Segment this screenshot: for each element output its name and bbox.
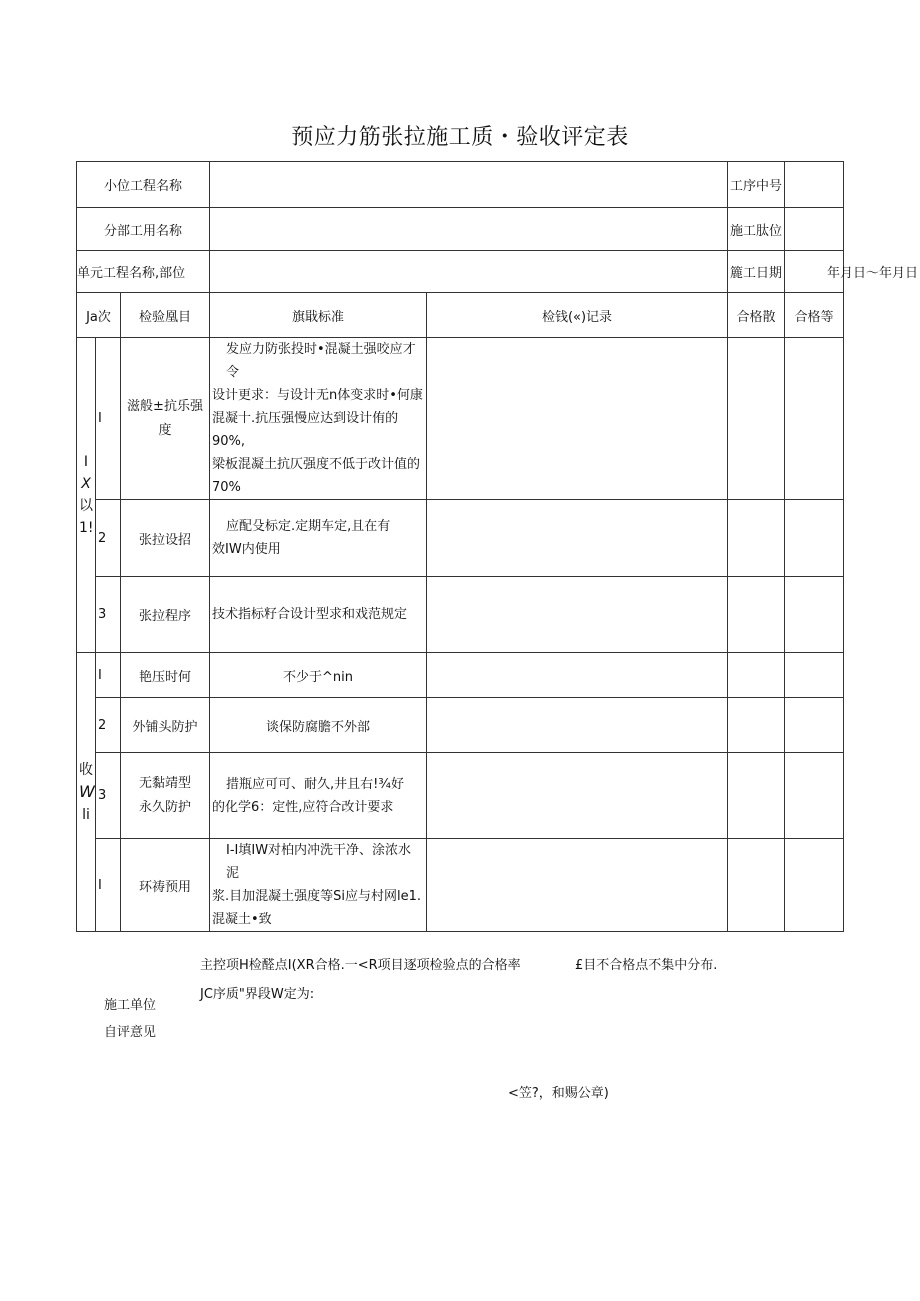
table-row: [77, 839, 844, 932]
item-name: 无黏靖型 永久防护: [121, 753, 210, 839]
qualified-count-cell[interactable]: [728, 698, 785, 753]
unit-name-part-field[interactable]: [210, 251, 728, 293]
self-assessment-label: 自评意见: [104, 1025, 157, 1040]
qualified-grade-cell[interactable]: [785, 500, 844, 577]
table-row: [77, 577, 844, 653]
general-group-label: 收 W li: [77, 653, 96, 932]
qualified-grade-cell[interactable]: [785, 653, 844, 698]
qualified-count-cell[interactable]: [728, 839, 785, 932]
col-record: 检钱(«)记录: [427, 293, 728, 338]
item-no: 2: [96, 698, 121, 753]
col-qualified-grade: 合格等: [785, 293, 844, 338]
process-no-field[interactable]: [785, 162, 844, 208]
item-standard: 应配殳标定.定期车定,且在有 效IW内使用: [210, 500, 427, 577]
unit-project-field[interactable]: [210, 162, 728, 208]
qualified-count-cell[interactable]: [728, 338, 785, 500]
construction-part-label: 施工肽位: [728, 208, 785, 251]
construction-part-field[interactable]: [785, 208, 844, 251]
process-no-label: 工序中号: [728, 162, 785, 208]
qualified-count-cell[interactable]: [728, 753, 785, 839]
record-cell[interactable]: [427, 577, 728, 653]
evaluation-table: [76, 161, 919, 932]
division-label: 分部工用名称: [77, 208, 210, 251]
qualified-grade-cell[interactable]: [785, 577, 844, 653]
form-title: 预应力筋张拉施工质・验收评定表: [291, 125, 629, 150]
main-control-group-label: I X 以 1!: [77, 338, 96, 653]
table-row: [77, 698, 844, 753]
item-standard: 措瓶应可可、耐久,井且右!¾好 的化学6：定性,应符合改计要求: [210, 753, 427, 839]
qualified-count-cell[interactable]: [728, 653, 785, 698]
table-row: [77, 338, 844, 500]
item-name: 滋般±抗乐强 度: [121, 338, 210, 500]
construction-date-value[interactable]: 年月日〜年月日: [785, 251, 844, 293]
item-standard: 技术指标籽合设计型求和戏范规定: [210, 577, 427, 653]
header-row-unit-project: [77, 162, 844, 208]
item-no: 2: [96, 500, 121, 577]
item-name: 张拉程序: [121, 577, 210, 653]
item-standard: 发应力防张投时•混凝土强咬应才令 设计更求：与设计无n体变求时•何康 混凝十.抗压强慢应达到设计侑的90%, 梁板混凝土抗仄强度不低于改计值的 70%: [210, 338, 427, 500]
unit-name-part-label: 单元工程名称,部位: [77, 251, 210, 293]
item-no: 3: [96, 753, 121, 839]
footer-process-grade: JC序质"界段W定为:: [200, 987, 315, 1002]
item-standard: 谈保防腐膽不外部: [210, 698, 427, 753]
item-name: 艳压时何: [121, 653, 210, 698]
record-cell[interactable]: [427, 698, 728, 753]
footer-criteria-text-2: £目不合格点不集中分布.: [575, 958, 718, 973]
unit-project-label: 小位工程名称: [77, 162, 210, 208]
table-row: [77, 500, 844, 577]
record-cell[interactable]: [427, 653, 728, 698]
item-no: I: [96, 839, 121, 932]
qualified-count-cell[interactable]: [728, 577, 785, 653]
header-row-unit-name: [77, 251, 844, 293]
construction-date-label: 簏工日期: [728, 251, 785, 293]
item-name: 张拉设招: [121, 500, 210, 577]
item-standard: I-I填IW对柏内冲洗干净、涂浓水泥 浆.目加混凝土强度等Si应与村网le1. 混凝土•致: [210, 839, 427, 932]
item-no: I: [96, 338, 121, 500]
col-item: 检验凰目: [121, 293, 210, 338]
signature-seal-text: <笠?，和赐公章): [508, 1086, 609, 1101]
item-standard: 不少于^nin: [210, 653, 427, 698]
footer-criteria-text: 主控项H检醛点I(XR合格.一<R项目逐项检验点的合格率: [200, 958, 521, 973]
item-no: 3: [96, 577, 121, 653]
qualified-grade-cell[interactable]: [785, 338, 844, 500]
column-header-row: [77, 293, 844, 338]
construction-unit-label: 施工单位: [104, 998, 157, 1013]
item-name: 环祷预用: [121, 839, 210, 932]
record-cell[interactable]: [427, 338, 728, 500]
record-cell[interactable]: [427, 839, 728, 932]
record-cell[interactable]: [427, 500, 728, 577]
qualified-grade-cell[interactable]: [785, 839, 844, 932]
table-row: [77, 753, 844, 839]
header-row-division: [77, 208, 844, 251]
table-row: [77, 653, 844, 698]
record-cell[interactable]: [427, 753, 728, 839]
item-name: 外铺头防护: [121, 698, 210, 753]
qualified-grade-cell[interactable]: [785, 753, 844, 839]
division-field[interactable]: [210, 208, 728, 251]
col-qualified-count: 合格散: [728, 293, 785, 338]
qualified-grade-cell[interactable]: [785, 698, 844, 753]
col-standard: 旗戢标准: [210, 293, 427, 338]
col-seq: Ja次: [77, 293, 121, 338]
item-no: I: [96, 653, 121, 698]
qualified-count-cell[interactable]: [728, 500, 785, 577]
